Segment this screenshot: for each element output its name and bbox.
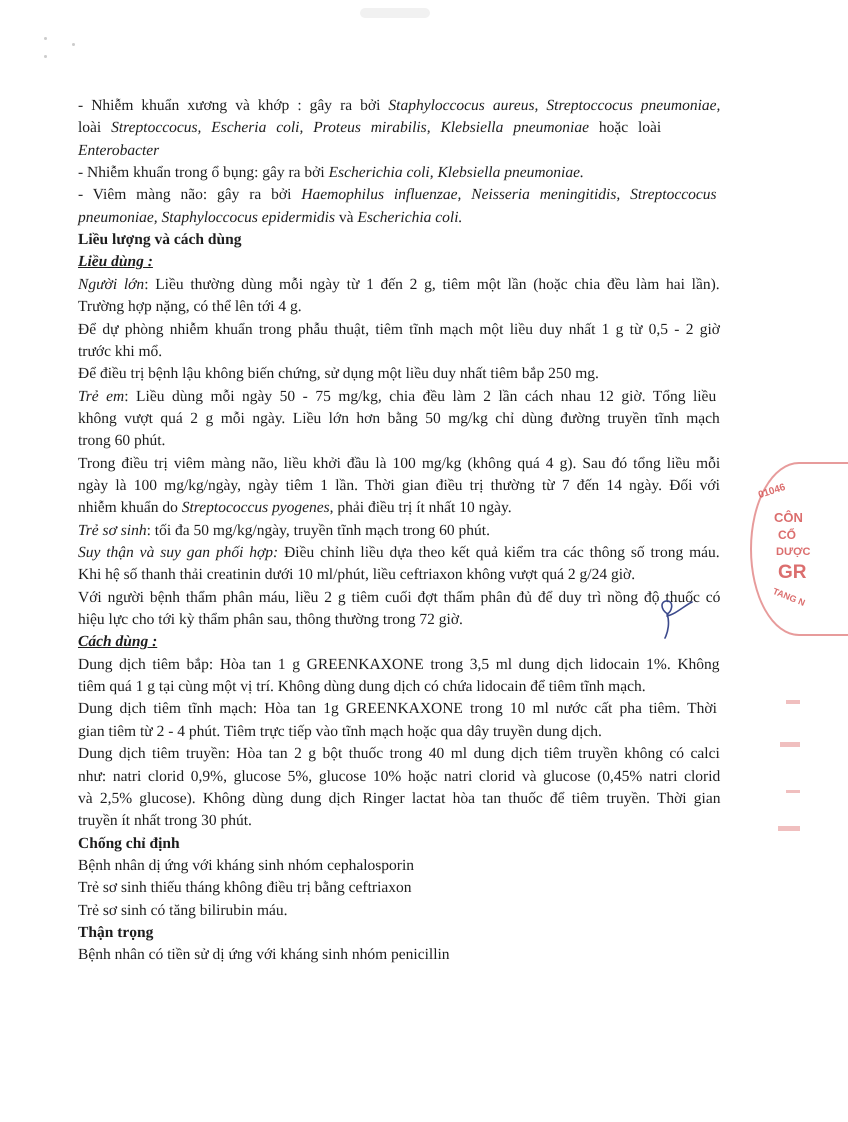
red-edge-mark bbox=[786, 790, 800, 793]
text-run: Trẻ sơ sinh bbox=[78, 521, 147, 539]
text-line bbox=[78, 900, 288, 922]
text-run: Dung dịch tiêm tĩnh mạch: Hòa tan 1g GREENKAXONE trong 10 ml nước cất pha tiêm. Thời bbox=[78, 700, 717, 718]
text-run: hiệu lực cho tới kỳ thẩm phân sau, thông thường trong 72 giờ. bbox=[78, 611, 463, 629]
text-run: Streptococcus pyogenes bbox=[181, 499, 330, 517]
red-edge-mark bbox=[786, 700, 800, 704]
text-line bbox=[78, 542, 720, 564]
text-run: Thận trọng bbox=[78, 923, 154, 941]
text-run: truyền ít nhất trong 30 phút. bbox=[78, 812, 252, 830]
text-line bbox=[78, 184, 717, 206]
text-run: Enterobacter bbox=[78, 141, 160, 159]
text-line bbox=[78, 117, 661, 139]
text-line bbox=[78, 296, 302, 318]
text-line bbox=[78, 453, 720, 475]
text-run: không vượt quá 2 g mỗi ngày. Liều lớn hơn bằng 50 mg/kg chỉ dùng đường truyền tĩnh mạch bbox=[78, 409, 720, 427]
text-run: , phải điều trị ít nhất 10 ngày. bbox=[329, 499, 512, 517]
text-run: Trẻ sơ sinh thiếu tháng không điều trị bằng ceftriaxon bbox=[78, 879, 412, 897]
text-run: Khi hệ số thanh thải creatinin dưới 10 ml/phút, liều ceftriaxon không vượt quá 2 g/24 giờ. bbox=[78, 566, 636, 584]
text-line bbox=[78, 743, 720, 765]
text-run: Liều lượng và cách dùng bbox=[78, 231, 242, 249]
text-line bbox=[78, 698, 717, 720]
scan-dot bbox=[44, 37, 47, 40]
red-edge-mark bbox=[780, 742, 800, 747]
scan-smudge bbox=[360, 8, 430, 18]
text-run: như: natri clorid 0,9%, glucose 5%, glucose 10% hoặc natri clorid và glucose (0,45% natri clorid bbox=[78, 767, 721, 785]
stamp-text-line: 01046 bbox=[756, 481, 787, 502]
text-line bbox=[78, 341, 162, 363]
text-line bbox=[78, 207, 462, 229]
text-run: Chống chỉ định bbox=[78, 834, 180, 852]
text-run: Trong điều trị viêm màng não, liều khởi đầu là 100 mg/kg (không quá 4 g). Sau đó tổng liều mỗi bbox=[78, 454, 721, 472]
text-line bbox=[78, 855, 414, 877]
text-line bbox=[78, 363, 599, 385]
text-run: pneumoniae, Staphyloccocus epidermidis bbox=[78, 208, 335, 226]
text-run: Cách dùng : bbox=[78, 633, 158, 651]
text-line bbox=[78, 430, 165, 452]
stamp-text-line: GR bbox=[778, 562, 807, 583]
text-run: Escherichia coli. bbox=[357, 208, 463, 226]
text-run: Staphyloccocus aureus, Streptoccocus pneumoniae, bbox=[388, 97, 721, 114]
signature-mark-icon bbox=[656, 598, 696, 642]
text-run: Người lớn bbox=[78, 275, 145, 293]
text-line bbox=[78, 408, 720, 430]
text-run: Trường hợp nặng, có thể lên tới 4 g. bbox=[78, 298, 302, 316]
text-run: - Viêm màng não: gây ra bởi bbox=[78, 186, 302, 204]
text-run: Liều dùng : bbox=[78, 253, 153, 271]
text-run: và 2,5% glucose). Không dùng dung dịch Ringer lactat hòa tan thuốc để tiêm truyền. Thời gian bbox=[78, 789, 721, 807]
text-run: hoặc loài bbox=[588, 119, 662, 137]
text-line bbox=[78, 229, 241, 251]
scan-dot bbox=[72, 43, 75, 46]
text-line bbox=[78, 475, 720, 497]
text-line bbox=[78, 609, 463, 631]
text-line bbox=[78, 944, 450, 966]
text-run: : Liều thường dùng mỗi ngày từ 1 đến 2 g, tiêm một lần (hoặc chia đều làm hai lần). bbox=[144, 275, 720, 293]
text-line bbox=[78, 721, 602, 743]
text-run: Bệnh nhân có tiền sử dị ứng với kháng sinh nhóm penicillin bbox=[78, 946, 450, 964]
text-run: Trẻ sơ sinh có tăng bilirubin máu. bbox=[78, 901, 288, 919]
red-edge-mark bbox=[778, 826, 800, 831]
text-run: : Liều dùng mỗi ngày 50 - 75 mg/kg, chia đều làm 2 lần cách nhau 12 giờ. Tổng liều bbox=[124, 387, 717, 405]
text-run: tiêm quá 1 g tại cùng một vị trí. Không dùng dung dịch có chứa lidocain để tiêm tĩnh mạch. bbox=[78, 678, 646, 696]
text-run: trong 60 phút. bbox=[78, 432, 166, 450]
red-company-stamp bbox=[750, 462, 840, 637]
text-line bbox=[78, 319, 720, 341]
stamp-text-line: CÔN bbox=[774, 510, 803, 525]
text-run: Streptoccocus, Escheria coli, Proteus mirabilis, Klebsiella pneumoniae bbox=[111, 119, 589, 137]
text-run: Để điều trị bệnh lậu không biến chứng, sử dụng một liều duy nhất tiêm bắp 250 mg. bbox=[78, 365, 599, 383]
text-run: Dung dịch tiêm bắp: Hòa tan 1 g GREENKAXONE trong 3,5 ml dung dịch lidocain 1%. Không bbox=[78, 655, 720, 673]
text-run: Với người bệnh thẩm phân máu, liều 2 g tiêm cuối đợt thẩm phân đủ để duy trì nồng độ thuốc có bbox=[78, 588, 721, 606]
text-run: ngày là 100 mg/kg/ngày, ngày tiêm 1 lần. Thời gian điều trị thường từ 7 đến 14 ngày. Đối với bbox=[78, 476, 720, 494]
scan-dot bbox=[44, 55, 47, 58]
text-run: Haemophilus influenzae, Neisseria meningitidis, Streptoccocus bbox=[301, 186, 717, 204]
text-line bbox=[78, 251, 153, 273]
text-line bbox=[78, 564, 635, 586]
text-run: và bbox=[334, 208, 358, 226]
text-run: - Nhiễm khuẩn trong ổ bụng: gây ra bởi bbox=[78, 164, 329, 182]
text-line bbox=[78, 386, 716, 408]
text-run: : tối đa 50 mg/kg/ngày, truyền tĩnh mạch trong 60 phút. bbox=[146, 521, 490, 539]
text-run: - Nhiễm khuẩn xương và khớp : gây ra bởi bbox=[78, 97, 389, 114]
text-line bbox=[78, 95, 720, 117]
stamp-text-line: CỔ bbox=[778, 528, 796, 542]
stamp-text-line: TANG N bbox=[771, 586, 807, 608]
text-line bbox=[78, 497, 512, 519]
text-line bbox=[78, 766, 720, 788]
text-run: trước khi mổ. bbox=[78, 342, 163, 360]
text-line bbox=[78, 922, 153, 944]
text-run: Điều chỉnh liều dựa theo kết quả kiểm tra các thông số trong máu. bbox=[278, 544, 720, 561]
text-line bbox=[78, 833, 180, 855]
text-line bbox=[78, 788, 720, 810]
text-line bbox=[78, 274, 720, 296]
text-run: Dung dịch tiêm truyền: Hòa tan 2 g bột thuốc trong 40 ml dung dịch tiêm truyền không có calci bbox=[78, 745, 720, 763]
text-line bbox=[78, 140, 159, 162]
text-run: nhiễm khuẩn do bbox=[78, 499, 182, 517]
text-line bbox=[78, 520, 490, 542]
text-line bbox=[78, 654, 720, 676]
text-line bbox=[78, 877, 412, 899]
text-run: loài bbox=[78, 119, 112, 137]
text-run: Để dự phòng nhiễm khuẩn trong phẫu thuật, tiêm tĩnh mạch một liều duy nhất 1 g từ 0,5 - 2 giờ bbox=[78, 320, 720, 338]
text-run: Trẻ em bbox=[78, 387, 125, 405]
text-line bbox=[78, 587, 720, 609]
text-line bbox=[78, 676, 646, 698]
text-run: Bệnh nhân dị ứng với kháng sinh nhóm cephalosporin bbox=[78, 856, 415, 874]
text-line bbox=[78, 162, 584, 184]
text-run: gian tiêm từ 2 - 4 phút. Tiêm trực tiếp vào tĩnh mạch hoặc qua dây truyền dung dịch. bbox=[78, 722, 602, 740]
text-run: Escherichia coli, Klebsiella pneumoniae. bbox=[328, 164, 584, 182]
text-line bbox=[78, 810, 252, 832]
stamp-text-line: DƯỢC bbox=[776, 546, 811, 558]
text-run: Suy thận và suy gan phối hợp: bbox=[78, 544, 279, 561]
text-line bbox=[78, 631, 157, 653]
